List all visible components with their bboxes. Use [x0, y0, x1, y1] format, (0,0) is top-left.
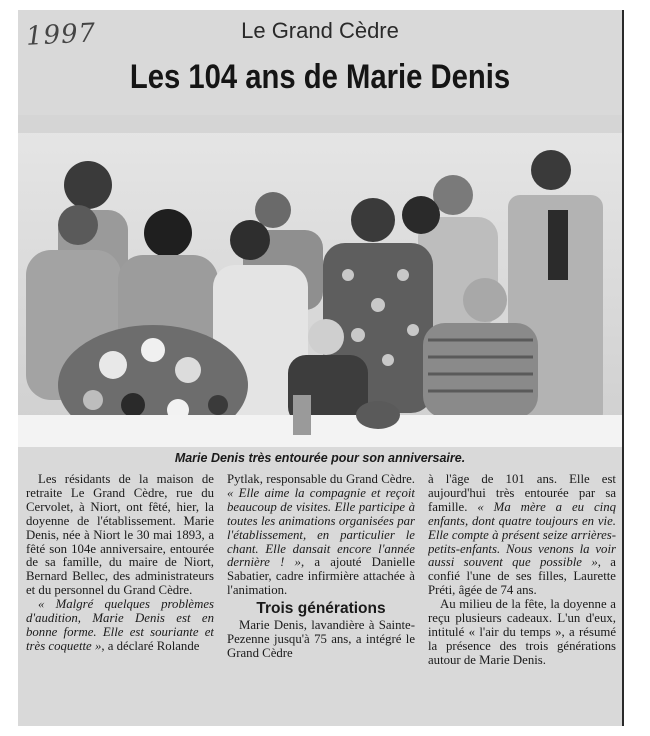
paragraph: Marie Denis, lavandière à Sainte-Pezenne jusqu'à 75 ans, a intégré le Grand Cèdre — [227, 618, 415, 660]
paragraph — [26, 598, 214, 654]
quote: « Malgré quelques problèmes d'audition, Marie Denis est en bonne forme. Elle est souriante et très coquette » — [26, 597, 214, 653]
headline: Les 104 ans de Marie Denis — [129, 58, 511, 96]
paragraph: Au milieu de la fête, la doyenne a reçu plusieurs cadeaux. L'un d'eux, intitulé « l'air du temps », a résumé la présence des trois générations autour de Marie Denis. — [428, 597, 616, 667]
paragraph: Les résidants de la maison de retraite Le Grand Cèdre, rue du Cervolet, à Niort, ont fêté, hier, la doyenne de l'établissement. Marie Denis, née à Niort le 30 mai 1893, a fêté son 104e anniversaire, entourée de sa famille, du maire de Niort, Bernard Bellec, des administrateurs et du personnel du Grand Cèdre. — [26, 473, 214, 598]
column-3 — [428, 473, 616, 718]
paragraph — [227, 473, 415, 598]
paragraph — [428, 473, 616, 598]
text-run: à l'âge de 101 ans. Elle est aujourd'hui très entourée par sa famille. — [428, 473, 616, 514]
column-1 — [26, 473, 214, 718]
subheading: Trois générations — [256, 600, 386, 618]
photo-caption: Marie Denis très entourée pour son anniversaire. — [174, 451, 466, 465]
attribution: , a ajouté Danielle Sabatier, cadre infirmière attachée à l'animation. — [227, 555, 415, 598]
group-photo — [18, 115, 622, 447]
column-2 — [227, 473, 415, 718]
newspaper-clipping — [18, 10, 624, 726]
handwritten-year: 1997 — [25, 18, 97, 52]
attribution: , a déclaré Rolande — [101, 638, 200, 653]
quote: « Elle aime la compagnie et reçoit beaucoup de visites. Elle participe à toutes les animations organisées par l'établissement, en particulier le chant. Elle dansait encore l'année dernière ! » — [227, 485, 415, 570]
section-rubric: Le Grand Cèdre — [241, 18, 399, 43]
attribution: , a confié l'une de ses filles, Laurette Préti, âgée de 74 ans. — [428, 555, 616, 598]
quote: « Ma mère a eu cinq enfants, dont quatre toujours en vie. Elle compte à présent seize arrières-petits-enfants. Nous venons la voir aussi souvent que possible » — [428, 499, 616, 570]
article-body — [26, 473, 616, 718]
text-run: Pytlak, responsable du Grand Cèdre. — [227, 473, 415, 486]
